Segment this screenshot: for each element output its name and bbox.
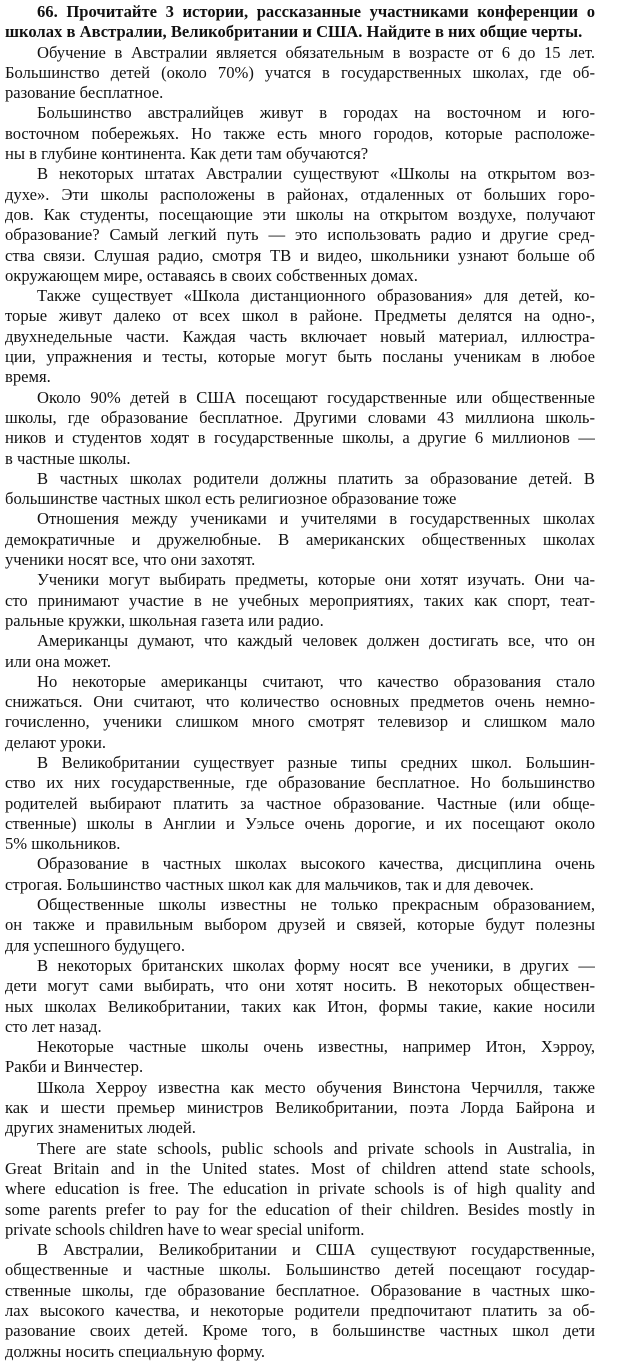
paragraph xyxy=(5,103,595,164)
paragraph-line: В Австралии, Великобритании и США существуют государственные, xyxy=(37,1240,595,1260)
paragraph-line: ральные кружки, школьная газета или радио. xyxy=(5,610,324,630)
document-body xyxy=(5,43,595,1362)
paragraph-line: Американцы думают, что каждый человек должен достигать все, что он xyxy=(37,631,595,651)
paragraph-line: демократичные и дружелюбные. В американских общественных школах xyxy=(5,529,595,549)
paragraph-line: сто принимают участие в не учебных мероприятиях, таких как спорт, теат- xyxy=(5,590,595,610)
paragraph-line: ства связи. Слушая радио, смотря ТВ и видео, школьники узнают больше об xyxy=(5,245,595,265)
paragraph-line: или она может. xyxy=(5,651,112,671)
paragraph-line: В некоторых британских школах форму носят все ученики, в других — xyxy=(37,955,595,975)
paragraph-line: ство их них государственные, где образование бесплатное. Но большинство xyxy=(5,773,595,793)
paragraph-line: 5% школьников. xyxy=(5,834,121,854)
paragraph-line: гочисленно, ученики слишком много смотрят телевизор и слишком мало xyxy=(5,712,595,732)
paragraph-line: ных школах Великобритании, таких как Итон, формы такие, какие носили xyxy=(5,996,595,1016)
paragraph-line: Но некоторые американцы считают, что качество образования стало xyxy=(37,671,595,691)
paragraph-line: ции, упражнения и тесты, которые могут быть посланы ученикам в любое xyxy=(5,347,595,367)
paragraph xyxy=(5,753,595,854)
paragraph-line: ученики носят все, что они захотят. xyxy=(5,550,256,570)
paragraph xyxy=(5,286,595,387)
paragraph-line: других знаменитых людей. xyxy=(5,1118,196,1138)
paragraph xyxy=(5,509,595,570)
title-line: 66. Прочитайте 3 истории, рассказанные участниками конференции о xyxy=(37,2,595,21)
paragraph-line: ственные) школы в Англии и Уэльсе очень дорогие, и их посещают около xyxy=(5,813,595,833)
paragraph-line: дов. Как студенты, посещающие эти школы на открытом воздухе, получают xyxy=(5,204,595,224)
paragraph-line: Обучение в Австралии является обязательным в возрасте от 6 до 15 лет. xyxy=(37,42,595,62)
paragraph xyxy=(5,43,595,104)
paragraph-line: должны носить специальную форму. xyxy=(5,1341,266,1361)
paragraph-line: where education is free. The education in private schools is of high quality and xyxy=(5,1179,595,1199)
paragraph xyxy=(5,956,595,1037)
paragraph-line: торые живут далеко от всех школ в районе. Предметы делятся на одно-, xyxy=(5,306,595,326)
title-line: школах в Австралии, Великобритании и США. Найдите в них общие черты. xyxy=(5,22,583,42)
paragraph-line: Общественные школы известны не только прекрасным образованием, xyxy=(37,895,595,915)
paragraph xyxy=(5,1240,595,1362)
paragraph-line: Great Britain and in the United states. Most of children attend state schools, xyxy=(5,1158,595,1178)
paragraph xyxy=(5,1139,595,1240)
paragraph-line: духе». Эти школы расположены в районах, отдаленных от больших горо- xyxy=(5,184,595,204)
paragraph xyxy=(5,672,595,753)
paragraph xyxy=(5,1078,595,1139)
paragraph-line: some parents prefer to pay for the education of their children. Besides mostly in xyxy=(5,1199,595,1219)
paragraph-line: Около 90% детей в США посещают государственные или общественные xyxy=(37,387,595,407)
paragraph-line: родителей выбирают платить за частное образование. Частные (или обще- xyxy=(5,793,595,813)
paragraph xyxy=(5,631,595,672)
paragraph-line: Некоторые частные школы очень известны, например Итон, Хэрроу, xyxy=(37,1037,595,1057)
paragraph-line: школы, где образование бесплатное. Другими словами 43 миллиона школь- xyxy=(5,407,595,427)
paragraph-line: Большинство детей (около 70%) учатся в государственных школах, где об- xyxy=(5,62,595,82)
paragraph-line: общественные и частные школы. Большинство детей посещают государ- xyxy=(5,1260,595,1280)
paragraph xyxy=(5,1037,595,1078)
paragraph-line: двухнедельные части. Каждая часть включает новый материал, иллюстра- xyxy=(5,326,595,346)
paragraph xyxy=(5,388,595,469)
paragraph-line: Большинство австралийцев живут в городах на восточном и юго- xyxy=(37,103,595,123)
paragraph-line: как и шести премьер министров Великобритании, поэта Лорда Байрона и xyxy=(5,1098,595,1118)
paragraph-line: разование своих детей. Кроме того, в большинстве частных школ дети xyxy=(5,1321,595,1341)
paragraph-line: В Великобритании существует разные типы средних школ. Большин- xyxy=(37,752,595,772)
paragraph-line: дети могут сами выбирать, что они хотят носить. В некоторых обществен- xyxy=(5,976,595,996)
paragraph-line: ников и студентов ходят в государственные школы, а другие 6 миллионов — xyxy=(5,428,595,448)
paragraph-line: There are state schools, public schools and private schools in Australia, in xyxy=(37,1138,595,1158)
paragraph-line: Также существует «Школа дистанционного образования» для детей, ко- xyxy=(37,286,595,306)
paragraph-line: Образование в частных школах высокого качества, дисциплина очень xyxy=(37,854,595,874)
paragraph-line: В частных школах родители должны платить за образование детей. В xyxy=(37,468,595,488)
paragraph xyxy=(5,469,595,510)
paragraph-line: ны в глубине континента. Как дети там обучаются? xyxy=(5,144,369,164)
paragraph xyxy=(5,854,595,895)
paragraph-line: сто лет назад. xyxy=(5,1016,102,1036)
paragraph-line: большинстве частных школ есть религиозное образование тоже xyxy=(5,489,457,509)
paragraph-line: время. xyxy=(5,367,51,387)
paragraph-line: Отношения между учениками и учителями в государственных школах xyxy=(37,509,595,529)
paragraph-line: для успешного будущего. xyxy=(5,935,185,955)
paragraph xyxy=(5,895,595,956)
paragraph-line: ственные школы, где образование бесплатное. Образование в частных шко- xyxy=(5,1280,595,1300)
paragraph-line: снижаться. Они считают, что количество основных предметов очень немно- xyxy=(5,692,595,712)
exercise-title xyxy=(5,2,595,43)
paragraph-line: образование? Самый легкий путь — это использовать радио и другие сред- xyxy=(5,225,595,245)
document-page xyxy=(5,2,595,1362)
paragraph-line: Ракби и Винчестер. xyxy=(5,1057,144,1077)
paragraph-line: В некоторых штатах Австралии существуют «Школы на открытом воз- xyxy=(37,164,595,184)
paragraph-line: лах высокого качества, и некоторые родители предпочитают платить за об- xyxy=(5,1301,595,1320)
paragraph xyxy=(5,570,595,631)
paragraph-line: делают уроки. xyxy=(5,732,107,752)
paragraph-line: private schools children have to wear special uniform. xyxy=(5,1219,365,1239)
paragraph-line: в частные школы. xyxy=(5,448,131,468)
paragraph-line: окружающем мире, оставаясь в своих собственных домах. xyxy=(5,265,418,285)
paragraph-line: он также и правильным выбором друзей и связей, которые будут полезны xyxy=(5,915,595,935)
paragraph xyxy=(5,164,595,286)
paragraph-line: Ученики могут выбирать предметы, которые они хотят изучать. Они ча- xyxy=(37,570,595,590)
paragraph-line: Школа Херроу известна как место обучения Винстона Черчилля, также xyxy=(37,1077,595,1097)
paragraph-line: восточном побережьях. Но также есть много городов, которые расположе- xyxy=(5,123,595,143)
paragraph-line: разование бесплатное. xyxy=(5,83,164,103)
paragraph-line: строгая. Большинство частных школ как для мальчиков, так и для девочек. xyxy=(5,874,534,894)
